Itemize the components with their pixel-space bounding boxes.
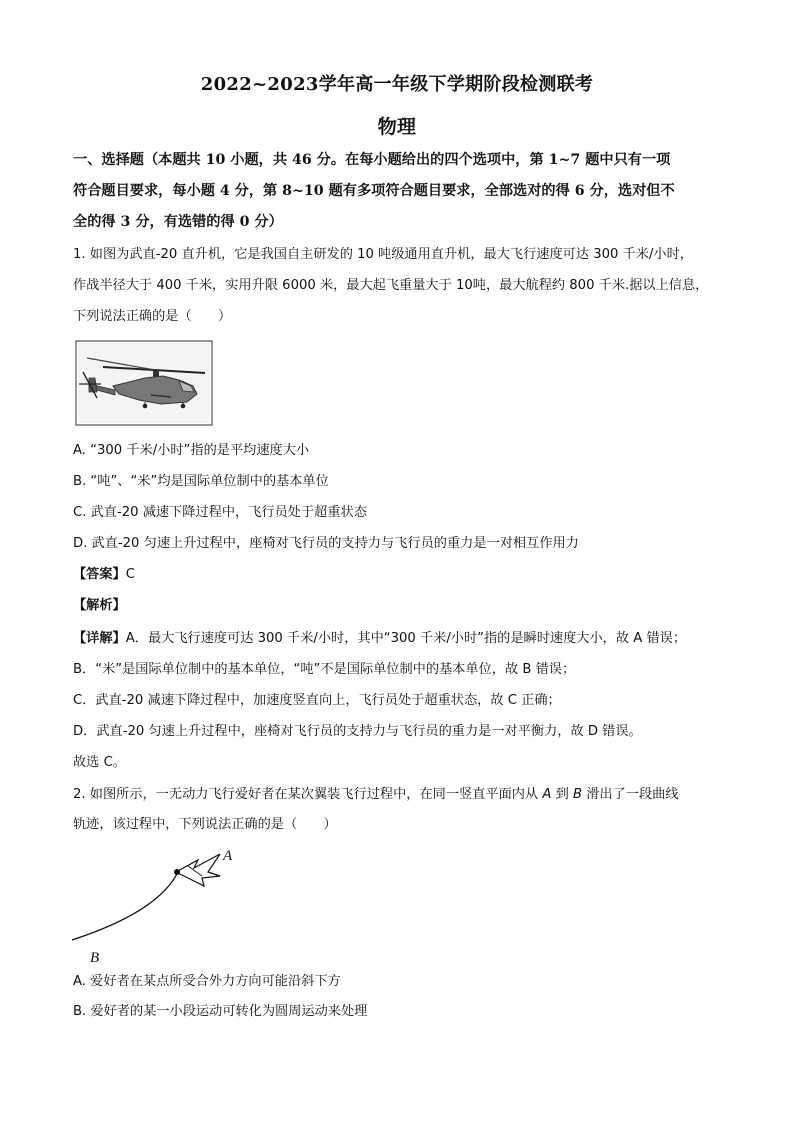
answer-value: C (125, 567, 135, 582)
subject-title: 物理 (377, 116, 417, 138)
q1-conclusion: 故选 C。 (73, 755, 126, 770)
q2-option-a: A. 爱好者在某点所受合外力方向可能沿斜下方 (73, 974, 341, 989)
q2-point-b: B (572, 787, 583, 802)
q1-analysis-label (73, 596, 733, 616)
answer-label: 【答案】 (73, 567, 126, 582)
q1-stem-line-1: 1. 如图为武直-20 直升机，它是我国自主研发的 10 吨级通用直升机，最大飞行速度可达 300 千米/小时， (73, 247, 693, 262)
q1-detail-line-1 (73, 629, 733, 649)
wingsuit-flyer-icon (176, 854, 220, 886)
q2-point-a: A (542, 787, 552, 802)
figure-label-b: B (90, 950, 100, 964)
q2-option-b: B. 爱好者的某一小段运动可转化为圆周运动来处理 (73, 1004, 368, 1019)
point-a-dot (174, 869, 180, 875)
q2-stem-part-1: 2. 如图所示，一无动力飞行爱好者在某次翼装飞行过程中，在同一竖直平面内从 (73, 787, 543, 802)
detail-text-1: A．最大飞行速度可达 300 千米/小时，其中“300 千米/小时”指的是瞬时速度大小，故 A 错误； (125, 631, 687, 646)
analysis-label: 【解析】 (73, 598, 126, 613)
trajectory-figure (70, 842, 250, 964)
q1-option-c: C. 武直-20 减速下降过程中，飞行员处于超重状态 (73, 505, 367, 520)
exam-title: 2022~2023学年高一年级下学期阶段检测联考 (200, 74, 594, 95)
q2-stem-part-2: 到 (551, 787, 573, 802)
q1-option-d: D. 武直-20 匀速上升过程中，座椅对飞行员的支持力与飞行员的重力是一对相互作用力 (73, 536, 579, 551)
q1-stem-line-2: 作战半径大于 400 千米，实用升限 6000 米，最大起飞重量大于 10吨，最大航程约 800 千米.据以上信息， (73, 278, 709, 293)
figure-label-a: A (223, 848, 233, 864)
q1-detail-line-3: C．武直-20 减速下降过程中，加速度竖直向上，飞行员处于超重状态，故 C 正确； (73, 693, 561, 708)
q1-detail-line-2: B．“米”是国际单位制中的基本单位，“吨”不是国际单位制中的基本单位，故 B 错误； (73, 662, 576, 677)
q2-stem-line-2: 轨迹，该过程中，下列说法正确的是（ ） (73, 817, 337, 832)
q1-stem-line-3: 下列说法正确的是（ ） (73, 309, 232, 324)
section-instructions-line-3: 全的得 3 分，有选错的得 0 分） (73, 214, 283, 230)
section-instructions-line-2: 符合题目要求，每小题 4 分，第 8~10 题有多项符合题目要求，全部选对的得 6 分，选对但不 (73, 183, 675, 199)
q2-stem-part-3: 滑出了一段曲线 (582, 787, 679, 802)
q2-stem-line-1 (73, 785, 733, 805)
q1-answer-line (73, 565, 733, 585)
detail-label: 【详解】 (73, 631, 126, 646)
q1-option-b: B. “吨”、“米”均是国际单位制中的基本单位 (73, 474, 329, 489)
trajectory-curve (72, 872, 178, 940)
helicopter-figure (75, 340, 213, 426)
q1-option-a: A. “300 千米/小时”指的是平均速度大小 (73, 443, 310, 458)
q1-detail-line-4: D．武直-20 匀速上升过程中，座椅对飞行员的支持力与飞行员的重力是一对平衡力，故 D 错误。 (73, 724, 642, 739)
section-instructions-line-1: 一、选择题（本题共 10 小题，共 46 分。在每小题给出的四个选项中，第 1~7 题中只有一项 (73, 152, 671, 168)
